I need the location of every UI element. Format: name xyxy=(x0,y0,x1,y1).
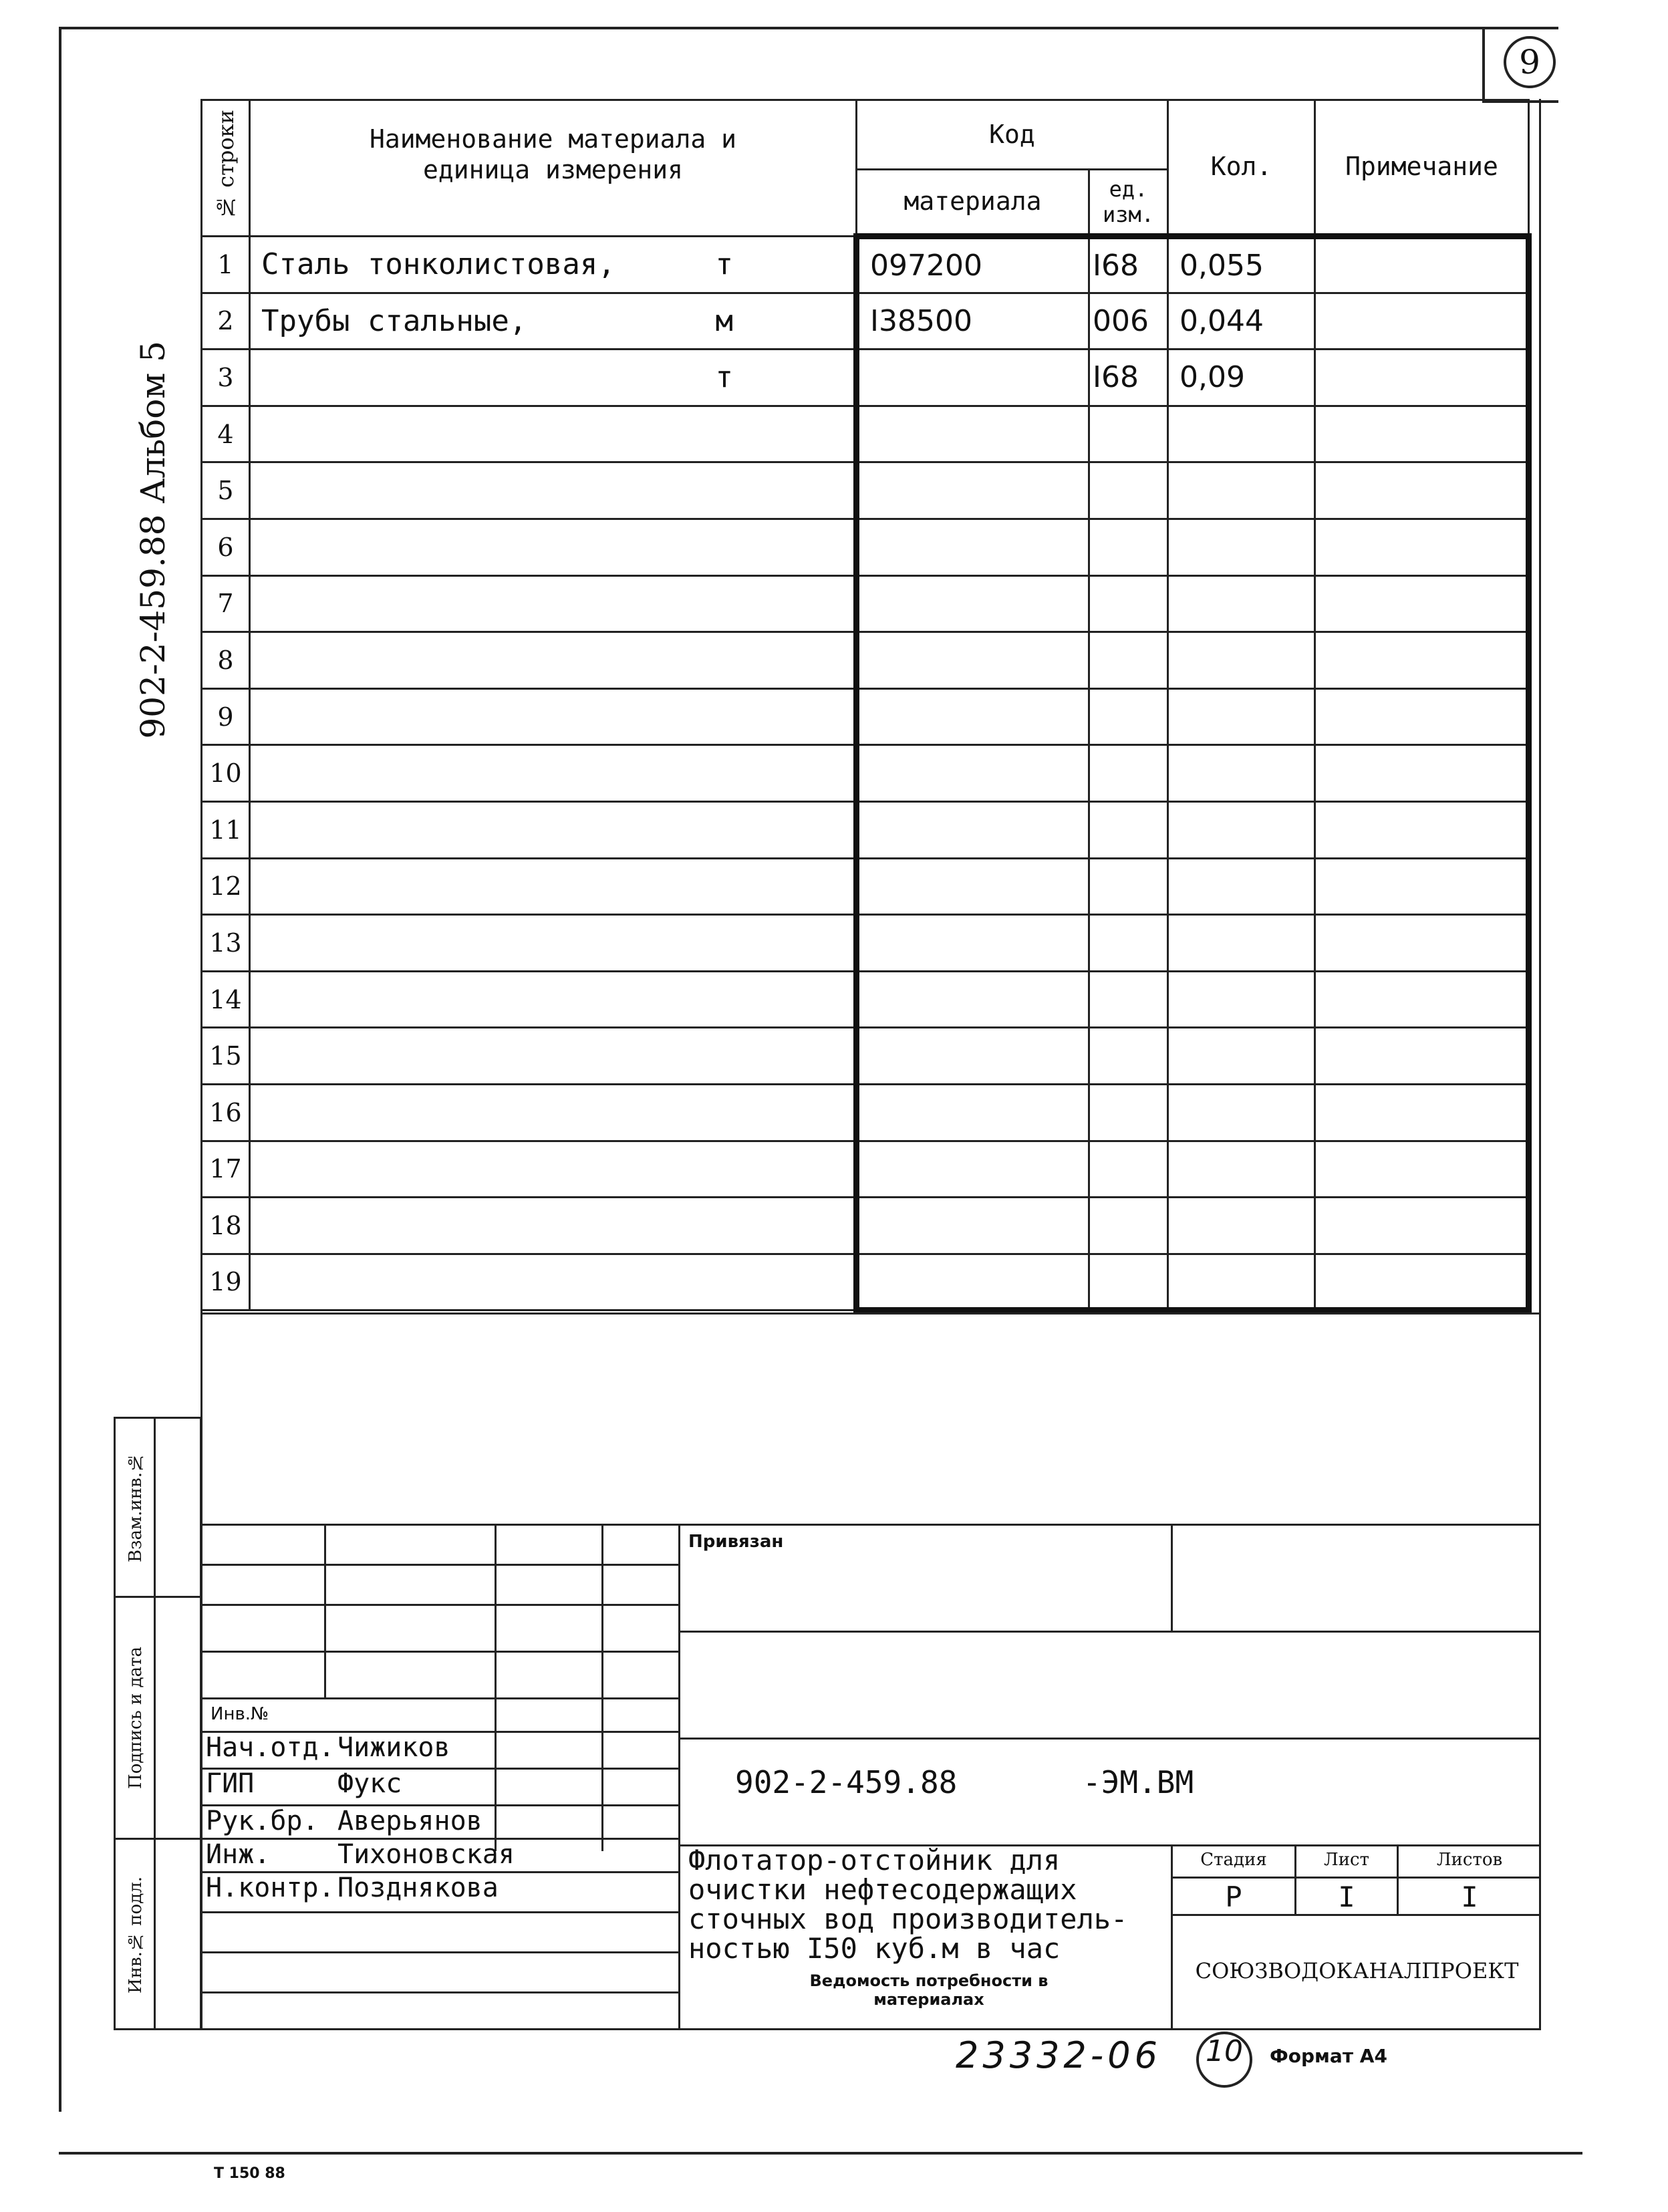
row-name xyxy=(250,971,857,1028)
row-unit: т xyxy=(715,247,733,282)
stamp-person: Чижиков xyxy=(337,1732,450,1763)
sheet-number: 9 xyxy=(1504,36,1556,88)
row-material-code xyxy=(857,350,1089,406)
row-number: 10 xyxy=(202,745,250,802)
stamp-person: Тихоновская xyxy=(337,1839,515,1870)
header-qty: Кол. xyxy=(1168,100,1315,237)
stamp-hline xyxy=(678,1631,1540,1633)
header-note: Примечание xyxy=(1315,100,1529,237)
row-name xyxy=(250,1028,857,1085)
stamp-person: Фукс xyxy=(337,1768,402,1799)
row-unit-code: I68 xyxy=(1089,350,1168,406)
row-material-code xyxy=(857,1254,1089,1310)
side-label-2: Подпись и дата xyxy=(126,1646,146,1789)
row-name xyxy=(250,858,857,915)
row-qty xyxy=(1168,1198,1315,1254)
row-note xyxy=(1315,1141,1529,1198)
row-unit-code xyxy=(1089,1141,1168,1198)
row-name xyxy=(250,1198,857,1254)
doc-title: Флотатор-отстойник для очистки нефтесодержащих сточных вод производитель- ностью I50 куб.м в час xyxy=(688,1844,1128,1965)
header-code-unit: ед. изм. xyxy=(1089,170,1168,237)
side-code: 902-2-459.88 Альбом 5 xyxy=(134,341,172,739)
row-qty xyxy=(1168,632,1315,689)
row-name xyxy=(250,519,857,575)
row-note xyxy=(1315,1028,1529,1085)
row-number: 18 xyxy=(202,1198,250,1254)
row-unit-code xyxy=(1089,1028,1168,1085)
stage-value: Р xyxy=(1225,1881,1242,1913)
row-note xyxy=(1315,406,1529,462)
row-name: Трубы стальные, м xyxy=(250,293,857,350)
row-qty xyxy=(1168,1141,1315,1198)
organization: СОЮЗВОДОКАНАЛПРОЕКТ xyxy=(1195,1958,1519,1983)
table-row xyxy=(202,462,1529,519)
stamp-hline xyxy=(200,1951,678,1953)
sheets-value: I xyxy=(1461,1881,1478,1913)
sheet-value: I xyxy=(1338,1881,1355,1913)
row-qty: 0,055 xyxy=(1168,237,1315,293)
row-note xyxy=(1315,350,1529,406)
table-row xyxy=(202,575,1529,632)
row-number: 8 xyxy=(202,632,250,689)
row-material-code xyxy=(857,406,1089,462)
stamp-hline xyxy=(200,1604,678,1606)
stamp-role: Нач.отд. xyxy=(206,1732,335,1763)
row-unit-code xyxy=(1089,858,1168,915)
row-qty xyxy=(1168,915,1315,972)
stamp-vline xyxy=(601,1524,603,1851)
side-label-1: Взам.инв.№ xyxy=(126,1451,146,1562)
row-name xyxy=(250,462,857,519)
row-note xyxy=(1315,462,1529,519)
row-number: 3 xyxy=(202,350,250,406)
row-qty xyxy=(1168,575,1315,632)
row-note xyxy=(1315,1254,1529,1310)
row-material-code: 097200 xyxy=(857,237,1089,293)
table-row xyxy=(202,237,1529,293)
row-qty xyxy=(1168,1028,1315,1085)
row-qty xyxy=(1168,519,1315,575)
stage-header: Стадия xyxy=(1200,1850,1267,1870)
row-unit-code xyxy=(1089,632,1168,689)
row-note xyxy=(1315,293,1529,350)
row-material-code xyxy=(857,519,1089,575)
row-number: 6 xyxy=(202,519,250,575)
header-row-no: № строки xyxy=(202,100,250,237)
stamp-role: Рук.бр. xyxy=(206,1806,319,1836)
table-row xyxy=(202,745,1529,802)
stamp-hline xyxy=(200,1768,678,1770)
row-number: 17 xyxy=(202,1141,250,1198)
table-row xyxy=(202,915,1529,972)
row-number: 16 xyxy=(202,1084,250,1141)
table-row xyxy=(202,858,1529,915)
row-material-code xyxy=(857,575,1089,632)
stamp-vline xyxy=(1171,1524,1173,1631)
side-label-3: Инв.№ подл. xyxy=(126,1876,146,1993)
row-unit-code xyxy=(1089,1084,1168,1141)
row-qty: 0,09 xyxy=(1168,350,1315,406)
stamp-vline xyxy=(324,1524,326,1697)
row-qty xyxy=(1168,971,1315,1028)
row-note xyxy=(1315,1084,1529,1141)
row-qty xyxy=(1168,462,1315,519)
table-row xyxy=(202,801,1529,858)
row-qty xyxy=(1168,801,1315,858)
row-unit-code xyxy=(1089,688,1168,745)
stamp-vline xyxy=(1171,1844,1173,2030)
row-qty xyxy=(1168,406,1315,462)
doc-code: 902-2-459.88 xyxy=(735,1764,958,1800)
row-number: 4 xyxy=(202,406,250,462)
row-unit-code: 006 xyxy=(1089,293,1168,350)
row-unit-code xyxy=(1089,406,1168,462)
row-material-code: I38500 xyxy=(857,293,1089,350)
table-row xyxy=(202,1141,1529,1198)
header-name: Наименование материала и единица измерения xyxy=(250,100,857,237)
row-name xyxy=(250,745,857,802)
row-material-code xyxy=(857,1141,1089,1198)
stamp-hline xyxy=(200,1524,678,1526)
row-number: 19 xyxy=(202,1254,250,1310)
table-row xyxy=(202,688,1529,745)
row-name xyxy=(250,801,857,858)
row-qty xyxy=(1168,745,1315,802)
row-note xyxy=(1315,745,1529,802)
row-name xyxy=(250,915,857,972)
table-row xyxy=(202,632,1529,689)
row-material-code xyxy=(857,1198,1089,1254)
stamp-role: Н.контр. xyxy=(206,1873,335,1903)
side-divider xyxy=(154,1417,156,2030)
privyazan-label: Привязан xyxy=(688,1532,784,1552)
row-note xyxy=(1315,915,1529,972)
row-number: 5 xyxy=(202,462,250,519)
row-name xyxy=(250,1141,857,1198)
stamp-hline xyxy=(1171,1914,1540,1916)
row-unit-code xyxy=(1089,745,1168,802)
row-number: 12 xyxy=(202,858,250,915)
table-row xyxy=(202,1028,1529,1085)
table-row xyxy=(202,406,1529,462)
row-material-code xyxy=(857,915,1089,972)
divider xyxy=(200,1312,1541,1315)
stamp-role: Инж. xyxy=(206,1839,271,1870)
row-name xyxy=(250,688,857,745)
stamp-vline xyxy=(1397,1844,1399,1914)
row-unit-code xyxy=(1089,519,1168,575)
doc-subtitle: Ведомость потребности в материалах xyxy=(809,1971,1049,2009)
table-row xyxy=(202,350,1529,406)
row-unit-code xyxy=(1089,462,1168,519)
row-unit-code xyxy=(1089,915,1168,972)
doc-suffix: -ЭМ.ВМ xyxy=(1083,1764,1194,1800)
frame-top xyxy=(59,27,1482,29)
row-note xyxy=(1315,575,1529,632)
materials-table xyxy=(200,99,1532,1313)
row-unit-code xyxy=(1089,1198,1168,1254)
stamp-hline xyxy=(1171,1877,1540,1879)
row-material-code xyxy=(857,801,1089,858)
frame-left xyxy=(59,27,61,2112)
table-row xyxy=(202,1084,1529,1141)
stamp-vline xyxy=(1294,1844,1296,1914)
header-code-material: материала xyxy=(857,170,1089,237)
row-material-code xyxy=(857,688,1089,745)
stamp-vline xyxy=(495,1524,497,1851)
inv-label: Инв.№ xyxy=(211,1704,269,1724)
row-name xyxy=(250,1254,857,1310)
row-number: 15 xyxy=(202,1028,250,1085)
table-row xyxy=(202,971,1529,1028)
row-qty xyxy=(1168,858,1315,915)
stamp-hline xyxy=(200,1991,678,1993)
page-circle: 10 xyxy=(1196,2032,1252,2088)
row-material-code xyxy=(857,971,1089,1028)
row-qty xyxy=(1168,1254,1315,1310)
table-row xyxy=(202,1198,1529,1254)
row-qty: 0,044 xyxy=(1168,293,1315,350)
row-unit: м xyxy=(715,303,733,338)
row-name xyxy=(250,350,857,406)
row-note xyxy=(1315,971,1529,1028)
row-qty xyxy=(1168,688,1315,745)
side-divider xyxy=(114,1596,202,1598)
frame-bottom xyxy=(59,2152,1582,2155)
row-name xyxy=(250,1084,857,1141)
header-code: Код xyxy=(857,100,1168,170)
inventory-number: 23332-06 xyxy=(956,2034,1161,2076)
stamp-hline xyxy=(200,1564,678,1566)
row-name xyxy=(250,632,857,689)
side-divider xyxy=(114,1838,202,1840)
row-note xyxy=(1315,237,1529,293)
sheet-header: Лист xyxy=(1324,1850,1369,1870)
format-label: Формат А4 xyxy=(1270,2045,1387,2067)
row-unit-code xyxy=(1089,575,1168,632)
row-number: 1 xyxy=(202,237,250,293)
row-qty xyxy=(1168,1084,1315,1141)
row-number: 9 xyxy=(202,688,250,745)
row-note xyxy=(1315,688,1529,745)
row-unit-code xyxy=(1089,801,1168,858)
sheets-header: Листов xyxy=(1436,1850,1503,1870)
row-unit-code: I68 xyxy=(1089,237,1168,293)
row-number: 2 xyxy=(202,293,250,350)
row-material-code xyxy=(857,632,1089,689)
row-material-code xyxy=(857,1028,1089,1085)
row-material-code xyxy=(857,462,1089,519)
row-note xyxy=(1315,858,1529,915)
row-material-code xyxy=(857,745,1089,802)
row-material-code xyxy=(857,1084,1089,1141)
row-number: 11 xyxy=(202,801,250,858)
stamp-hline xyxy=(200,1697,678,1699)
row-name: Сталь тонколистовая, т xyxy=(250,237,857,293)
stamp-person: Аверьянов xyxy=(337,1806,482,1836)
stamp-hline xyxy=(678,1738,1540,1740)
stamp-person: Позднякова xyxy=(337,1873,499,1903)
stamp-vline xyxy=(678,1524,680,2030)
table-row xyxy=(202,293,1529,350)
row-unit: т xyxy=(715,360,733,395)
row-material-code xyxy=(857,858,1089,915)
row-note xyxy=(1315,632,1529,689)
row-note xyxy=(1315,519,1529,575)
row-number: 13 xyxy=(202,915,250,972)
stamp-role: ГИП xyxy=(206,1768,255,1799)
row-note xyxy=(1315,1198,1529,1254)
row-name xyxy=(250,575,857,632)
row-number: 14 xyxy=(202,971,250,1028)
table-row xyxy=(202,1254,1529,1310)
stamp-hline xyxy=(200,1651,678,1653)
form-code: Т 150 88 xyxy=(214,2165,285,2182)
row-note xyxy=(1315,801,1529,858)
table-row xyxy=(202,519,1529,575)
row-number: 7 xyxy=(202,575,250,632)
row-unit-code xyxy=(1089,1254,1168,1310)
row-name xyxy=(250,406,857,462)
stamp-hline xyxy=(200,1911,678,1913)
row-unit-code xyxy=(1089,971,1168,1028)
